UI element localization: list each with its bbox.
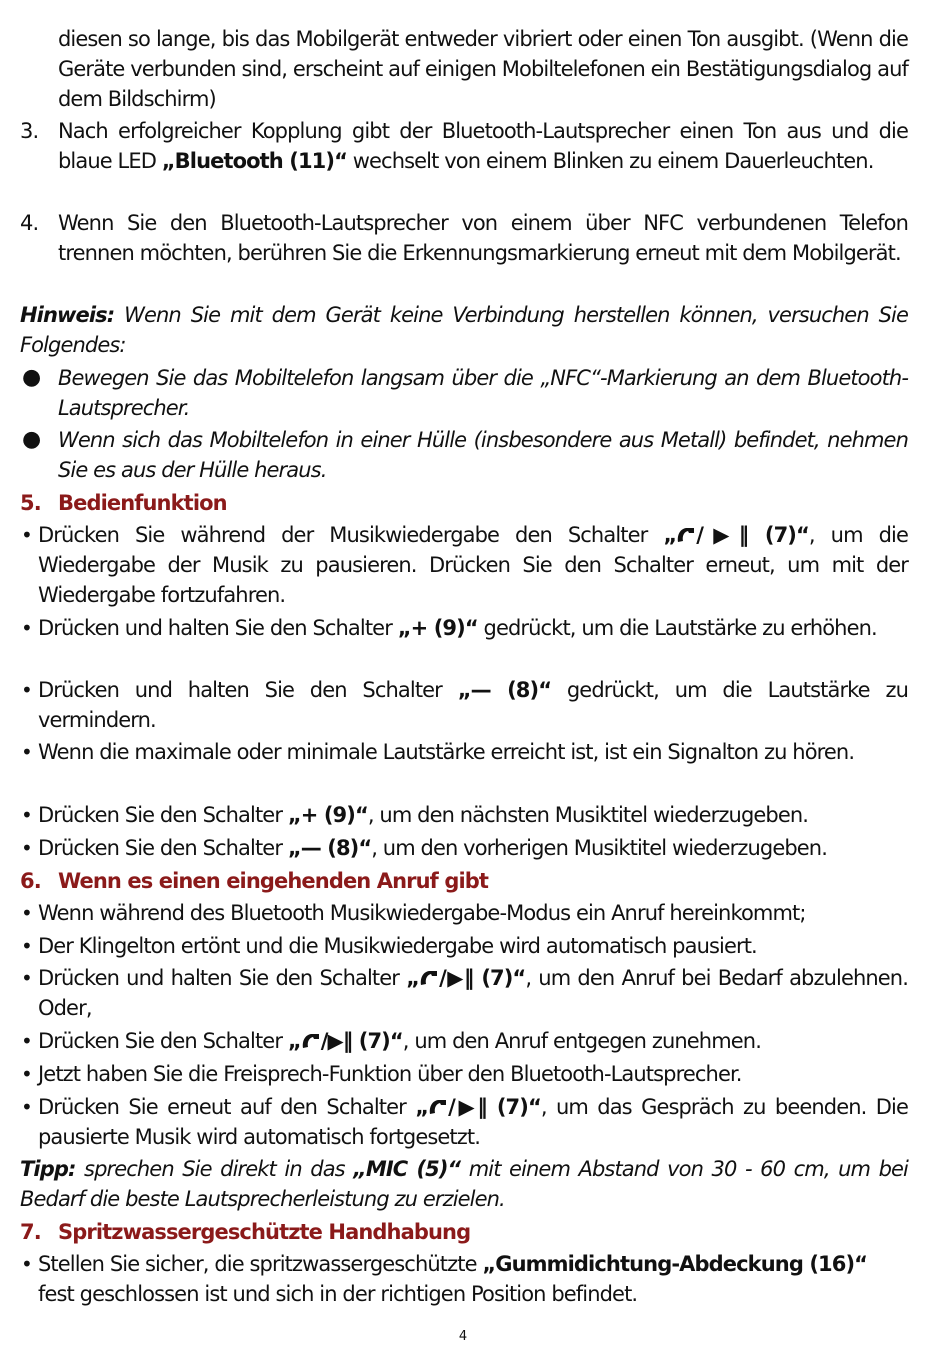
list-item: • Wenn während des Bluetooth Musikwiedergabe-Modus ein Anruf hereinkommt; — [20, 898, 908, 928]
bullet-dot-icon: • — [21, 901, 32, 925]
phone-hook-icon — [676, 526, 696, 544]
volume-down-key: „— (8)“ — [457, 678, 552, 702]
play-pause-key: „ /▶‖ (7)“ — [415, 1095, 541, 1119]
section-heading-5: 5. Bedienfunktion — [20, 491, 227, 515]
phone-hook-icon — [428, 1098, 448, 1116]
bullet-dot-icon: • — [21, 1062, 32, 1086]
bullet-dot-icon: • — [21, 678, 32, 702]
bullet-dot-icon: • — [21, 966, 32, 990]
list-item: • Jetzt haben Sie die Freisprech-Funktion über den Bluetooth-Lautsprecher. — [20, 1059, 908, 1089]
tip-label: Tipp: — [20, 1157, 76, 1181]
list-item: • Drücken und halten Sie den Schalter „+ (9)“ gedrückt, um die Lautstärke zu erhöhen. — [20, 613, 908, 643]
list-item-4: 4. Wenn Sie den Bluetooth-Lautsprecher von einem über NFC verbundenen Telefon trennen möchten, berühren Sie die Erkennungsmarkierung erneut mit dem Mobilgerät. — [20, 208, 908, 268]
section-heading-7: 7. Spritzwassergeschützte Handhabung — [20, 1220, 471, 1244]
note-label: Hinweis: — [20, 303, 115, 327]
volume-up-key: „+ (9)“ — [397, 616, 478, 640]
bullet-dot-icon: • — [21, 836, 32, 860]
volume-down-key: „— (8)“ — [287, 836, 372, 860]
list-item: • Drücken Sie den Schalter „ /▶‖ (7)“, um den Anruf entgegen zunehmen. — [20, 1026, 908, 1056]
list-item: • Drücken Sie während der Musikwiedergabe den Schalter „ /▶‖ (7)“, um die Wiedergabe der Musik zu pausieren. Drücken Sie den Schalter erneut, um mit der Wiedergabe fortzufahren. — [20, 520, 908, 610]
bullet-dot-icon: • — [21, 1252, 32, 1276]
list-item: • Stellen Sie sicher, die spritzwassergeschützte „Gummidichtung-Abdeckung (16)“ fest geschlossen ist und sich in der richtigen Position befindet. — [20, 1249, 908, 1309]
list-number: 3. — [20, 119, 39, 143]
page-number: 4 — [458, 1329, 468, 1344]
continuation-paragraph: diesen so lange, bis das Mobilgerät entweder vibriert oder einen Ton ausgibt. (Wenn die Geräte verbunden sind, erscheint auf einigen Mobiltelefonen ein Bestätigungsdialog auf dem Bildschirm) — [58, 27, 908, 111]
list-item-3: 3. Nach erfolgreicher Kopplung gibt der Bluetooth-Lautsprecher einen Ton aus und die blaue LED „Bluetooth (11)“ wechselt von einem Blinken zu einem Dauerleuchten. — [20, 116, 908, 176]
phone-hook-icon — [301, 1032, 321, 1050]
list-item: • Drücken und halten Sie den Schalter „ /▶‖ (7)“, um den Anruf bei Bedarf abzulehnen. Oder, — [20, 963, 908, 1023]
hinweis-bullet: ● Wenn sich das Mobiltelefon in einer Hülle (insbesondere aus Metall) befindet, nehmen Sie es aus der Hülle heraus. — [22, 427, 908, 482]
bullet-dot-icon: ● — [22, 365, 41, 390]
hinweis-note: Hinweis: Wenn Sie mit dem Gerät keine Verbindung herstellen können, versuchen Sie Folgendes: — [20, 303, 908, 357]
list-number: 4. — [20, 211, 39, 235]
tipp-note: Tipp: sprechen Sie direkt in das „MIC (5)“ mit einem Abstand von 30 - 60 cm, um bei Bedarf die beste Lautsprecherleistung zu erzielen. — [20, 1157, 908, 1211]
bullet-dot-icon: • — [21, 740, 32, 764]
hinweis-bullet: ● Bewegen Sie das Mobiltelefon langsam über die „NFC“-Markierung an dem Bluetooth-Lautsprecher. — [22, 365, 908, 420]
bullet-dot-icon: • — [21, 934, 32, 958]
list-item: • Drücken Sie den Schalter „+ (9)“, um den nächsten Musiktitel wiederzugeben. — [20, 800, 908, 830]
phone-hook-icon — [419, 969, 439, 987]
mic-key: „MIC (5)“ — [353, 1157, 461, 1181]
list-item: • Der Klingelton ertönt und die Musikwiedergabe wird automatisch pausiert. — [20, 931, 908, 961]
bullet-dot-icon: • — [21, 803, 32, 827]
led-label: „Bluetooth (11)“ — [161, 149, 347, 173]
bullet-dot-icon: • — [21, 1029, 32, 1053]
bullet-dot-icon: ● — [22, 427, 41, 452]
list-item: • Drücken Sie erneut auf den Schalter „ /▶‖ (7)“, um das Gespräch zu beenden. Die pausierte Musik wird automatisch fortgesetzt. — [20, 1092, 908, 1152]
seal-cover-label: „Gummidichtung-Abdeckung (16)“ — [482, 1252, 868, 1276]
list-item: • Drücken Sie den Schalter „— (8)“, um den vorherigen Musiktitel wiederzugeben. — [20, 833, 908, 863]
bullet-dot-icon: • — [21, 616, 32, 640]
play-pause-key: „ /▶‖ (7)“ — [287, 1029, 403, 1053]
section-heading-6: 6. Wenn es einen eingehenden Anruf gibt — [20, 869, 489, 893]
bullet-dot-icon: • — [21, 523, 32, 547]
bullet-dot-icon: • — [21, 1095, 32, 1119]
list-item: • Drücken und halten Sie den Schalter „— (8)“ gedrückt, um die Lautstärke zu vermindern. — [20, 675, 908, 735]
volume-up-key: „+ (9)“ — [287, 803, 368, 827]
play-pause-key: „ /▶‖ (7)“ — [406, 966, 526, 990]
play-pause-key: „ /▶‖ (7)“ — [663, 523, 809, 547]
list-item: • Wenn die maximale oder minimale Lautstärke erreicht ist, ist ein Signalton zu hören. — [20, 737, 908, 767]
